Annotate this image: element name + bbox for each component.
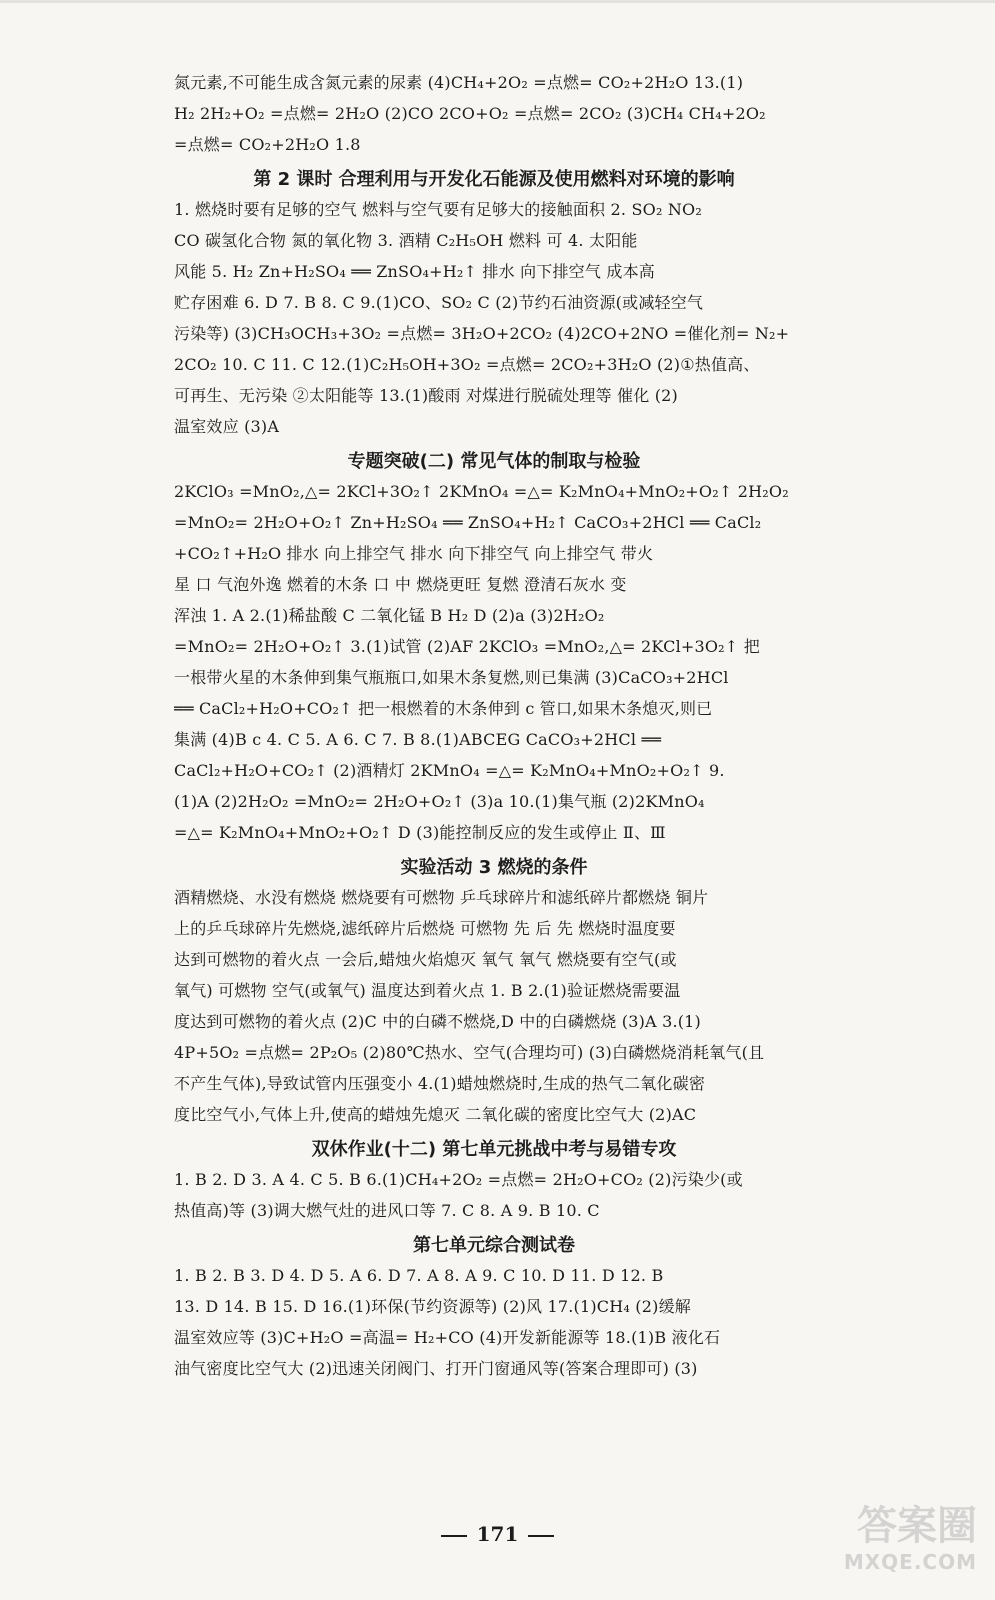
text-line: H₂ 2H₂+O₂ =点燃= 2H₂O (2)CO 2CO+O₂ =点燃= 2CO₂ (3)CH₄ CH₄+2O₂ xyxy=(174,104,766,123)
text-line: 贮存困难 6. D 7. B 8. C 9.(1)CO、SO₂ C (2)节约石油资源(或减轻空气 xyxy=(174,293,704,312)
text-line: 2KClO₃ =MnO₂,△= 2KCl+3O₂↑ 2KMnO₄ =△= K₂MnO₄+MnO₂+O₂↑ 2H₂O₂ xyxy=(174,482,789,501)
text-line: 上的乒乓球碎片先燃烧,滤纸碎片后燃烧 可燃物 先 后 先 燃烧时温度要 xyxy=(174,919,676,938)
text-line: 1. B 2. B 3. D 4. D 5. A 6. D 7. A 8. A 9. C 10. D 11. D 12. B xyxy=(174,1266,664,1285)
watermark-url: MXQE.COM xyxy=(843,1550,977,1574)
text-line: CO 碳氢化合物 氮的氧化物 3. 酒精 C₂H₅OH 燃料 可 4. 太阳能 xyxy=(174,231,638,250)
text-line: 1. B 2. D 3. A 4. C 5. B 6.(1)CH₄+2O₂ =点燃= 2H₂O+CO₂ (2)污染少(或 xyxy=(174,1170,743,1189)
text-line: 星 口 气泡外逸 燃着的木条 口 中 燃烧更旺 复燃 澄清石灰水 变 xyxy=(174,575,627,594)
section-heading: 专题突破(二) 常见气体的制取与检验 xyxy=(347,451,641,472)
text-line: 度比空气小,气体上升,使高的蜡烛先熄灭 二氧化碳的密度比空气大 (2)AC xyxy=(174,1105,697,1124)
text-line: 13. D 14. B 15. D 16.(1)环保(节约资源等) (2)风 17.(1)CH₄ (2)缓解 xyxy=(174,1297,691,1316)
text-line: 可再生、无污染 ②太阳能等 13.(1)酸雨 对煤进行脱硫处理等 催化 (2) xyxy=(174,386,679,405)
text-line: 油气密度比空气大 (2)迅速关闭阀门、打开门窗通风等(答案合理即可) (3) xyxy=(174,1359,698,1378)
watermark-logo: 答案圈 xyxy=(857,1503,977,1549)
page-number-dash-right xyxy=(528,1535,554,1537)
scan-edge xyxy=(0,0,995,3)
text-line: 一根带火星的木条伸到集气瓶瓶口,如果木条复燃,则已集满 (3)CaCO₃+2HCl xyxy=(174,668,729,687)
section-heading: 实验活动 3 燃烧的条件 xyxy=(400,857,588,878)
text-line: 温室效应等 (3)C+H₂O =高温= H₂+CO (4)开发新能源等 18.(1)B 液化石 xyxy=(174,1328,721,1347)
watermark xyxy=(827,1502,977,1592)
text-line: 热值高)等 (3)调大燃气灶的进风口等 7. C 8. A 9. B 10. C xyxy=(174,1201,600,1220)
text-line: 风能 5. H₂ Zn+H₂SO₄ ══ ZnSO₄+H₂↑ 排水 向下排空气 成本高 xyxy=(174,262,655,281)
text-line: 4P+5O₂ =点燃= 2P₂O₅ (2)80℃热水、空气(合理均可) (3)白磷燃烧消耗氧气(且 xyxy=(174,1043,765,1062)
text-line: =点燃= CO₂+2H₂O 1.8 xyxy=(174,135,361,154)
text-line: 集满 (4)B c 4. C 5. A 6. C 7. B 8.(1)ABCEG CaCO₃+2HCl ══ xyxy=(174,730,662,749)
page-number-value: 171 xyxy=(476,1522,519,1546)
text-line: 氧气) 可燃物 空气(或氧气) 温度达到着火点 1. B 2.(1)验证燃烧需要温 xyxy=(174,981,681,1000)
text-line: 1. 燃烧时要有足够的空气 燃料与空气要有足够大的接触面积 2. SO₂ NO₂ xyxy=(174,200,702,219)
text-line: 温室效应 (3)A xyxy=(174,417,280,436)
text-line: 达到可燃物的着火点 一会后,蜡烛火焰熄灭 氧气 氧气 燃烧要有空气(或 xyxy=(174,950,677,969)
text-line: 浑浊 1. A 2.(1)稀盐酸 C 二氧化锰 B H₂ D (2)a (3)2H₂O₂ xyxy=(174,606,605,625)
page-number-dash-left xyxy=(441,1535,467,1537)
text-line: 度达到可燃物的着火点 (2)C 中的白磷不燃烧,D 中的白磷燃烧 (3)A 3.(1) xyxy=(174,1012,701,1031)
text-line: =MnO₂= 2H₂O+O₂↑ 3.(1)试管 (2)AF 2KClO₃ =MnO₂,△= 2KCl+3O₂↑ 把 xyxy=(174,637,760,656)
text-line: =△= K₂MnO₄+MnO₂+O₂↑ D (3)能控制反应的发生或停止 Ⅱ、Ⅲ xyxy=(174,823,666,842)
text-line: +CO₂↑+H₂O 排水 向上排空气 排水 向下排空气 向上排空气 带火 xyxy=(174,544,654,563)
text-line: 不产生气体),导致试管内压强变小 4.(1)蜡烛燃烧时,生成的热气二氧化碳密 xyxy=(174,1074,706,1093)
section-heading: 第 2 课时 合理利用与开发化石能源及使用燃料对环境的影响 xyxy=(253,169,735,190)
text-line: (1)A (2)2H₂O₂ =MnO₂= 2H₂O+O₂↑ (3)a 10.(1)集气瓶 (2)2KMnO₄ xyxy=(174,792,705,811)
text-line: ══ CaCl₂+H₂O+CO₂↑ 把一根燃着的木条伸到 c 管口,如果木条熄灭,则已 xyxy=(174,699,713,718)
text-line: CaCl₂+H₂O+CO₂↑ (2)酒精灯 2KMnO₄ =△= K₂MnO₄+MnO₂+O₂↑ 9. xyxy=(174,761,725,780)
text-line: 氮元素,不可能生成含氮元素的尿素 (4)CH₄+2O₂ =点燃= CO₂+2H₂O 13.(1) xyxy=(174,73,744,92)
text-line: 酒精燃烧、水没有燃烧 燃烧要有可燃物 乒乓球碎片和滤纸碎片都燃烧 铜片 xyxy=(174,888,709,907)
section-heading: 双休作业(十二) 第七单元挑战中考与易错专攻 xyxy=(311,1139,677,1160)
text-line: 污染等) (3)CH₃OCH₃+3O₂ =点燃= 3H₂O+2CO₂ (4)2CO+2NO =催化剂= N₂+ xyxy=(174,324,790,343)
text-line: =MnO₂= 2H₂O+O₂↑ Zn+H₂SO₄ ══ ZnSO₄+H₂↑ CaCO₃+2HCl ══ CaCl₂ xyxy=(174,513,762,532)
section-heading: 第七单元综合测试卷 xyxy=(413,1235,575,1256)
text-line: 2CO₂ 10. C 11. C 12.(1)C₂H₅OH+3O₂ =点燃= 2CO₂+3H₂O (2)①热值高、 xyxy=(174,355,760,374)
